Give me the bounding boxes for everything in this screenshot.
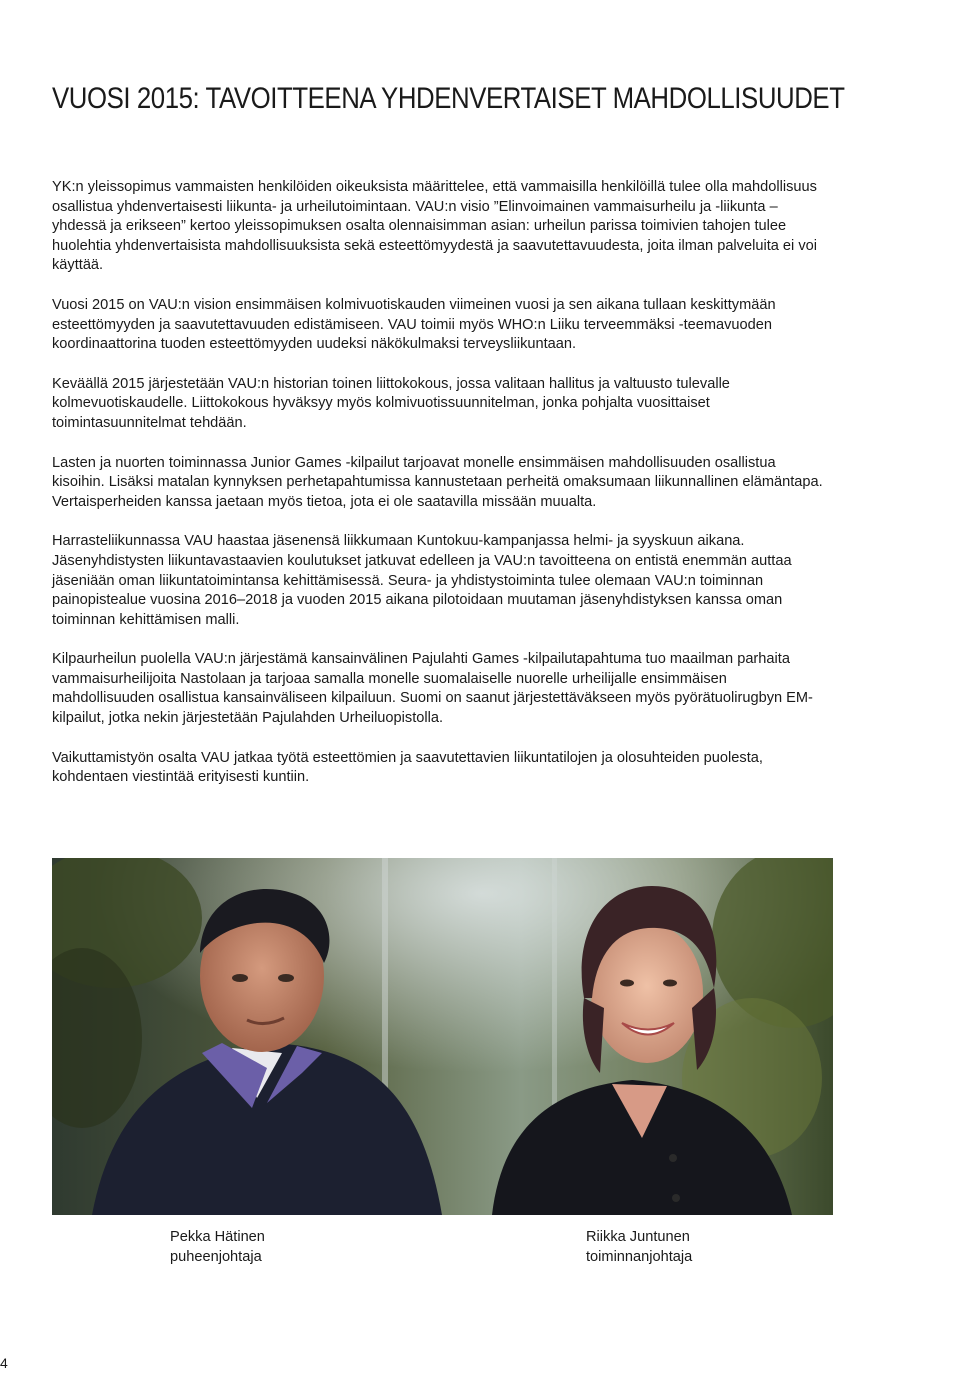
paragraph-3: Keväällä 2015 järjestetään VAU:n historian toinen liittokokous, jossa valitaan hallitus ja valtuusto tulevalle kolmevuotiskaudelle. Liittokokous hyväksyy myös kolmivuotissuunnitelman, jonka pohjalta vuosittaiset toimintasuunnitelmat tehdään.	[52, 375, 730, 431]
body-text	[52, 178, 832, 808]
caption-left	[170, 1227, 265, 1267]
caption-left-name: Pekka Hätinen	[170, 1229, 265, 1245]
portrait-photo	[52, 858, 833, 1215]
paragraph-4: Lasten ja nuorten toiminnassa Junior Games -kilpailut tarjoavat monelle ensimmäisen mahdollisuuden osallistua kisoihin. Lisäksi matalan kynnyksen perhetapahtumissa kannustetaan perheitä omaksumaan liikunnallinen elämäntapa. Vertaisperheiden kanssa jaetaan myös tietoa, jota ei ole saatavilla missään muualta.	[52, 454, 823, 510]
caption-right	[586, 1227, 692, 1267]
paragraph-7: Vaikuttamistyön osalta VAU jatkaa työtä esteettömien ja saavutettavien liikuntatilojen ja olosuhteiden puolesta, kohdentaen viestintää erityisesti kuntiin.	[52, 749, 763, 786]
caption-right-name: Riikka Juntunen	[586, 1229, 690, 1245]
page-number: 4	[0, 1355, 8, 1371]
paragraph-5: Harrasteliikunnassa VAU haastaa jäsenensä liikkumaan Kuntokuu-kampanjassa helmi- ja syyskuun aikana. Jäsenyhdistysten liikuntavastaavien koulutukset jatkuvat edelleen ja VAU:n tavoitteena on entistä enemmän auttaa jäseniään oman liikuntatoimintansa kehittämisessä. Seura- ja yhdistystoiminta tulee olemaan VAU:n toiminnan painopistealue vuosina 2016–2018 ja vuoden 2015 aikana pilotoidaan muutaman jäsenyhdistyksen kanssa oman toiminnan kehittämisen malli.	[52, 533, 792, 628]
caption-right-role: toiminnanjohtaja	[586, 1249, 693, 1265]
paragraph-2: Vuosi 2015 on VAU:n vision ensimmäisen kolmivuotiskauden viimeinen vuosi ja sen aikana tullaan keskittymään esteettömyyden ja saavutettavuuden edistämiseen. VAU toimii myös WHO:n Liiku terveemmäksi -teemavuoden koordinaattorina tuoden esteettömyyden uudeksi näkökulmaksi terveysliikuntaan.	[52, 296, 776, 353]
page-title: VUOSI 2015: TAVOITTEENA YHDENVERTAISET MAHDOLLISUUDET	[52, 82, 845, 115]
paragraph-6: Kilpaurheilun puolella VAU:n järjestämä kansainvälinen Pajulahti Games -kilpailutapahtuma tuo maailman parhaita vammaisurheilijoita Nastolaan ja tarjoaa samalla monelle suomalaiselle nuorelle urheilijalle ensimmäisen mahdollisuuden osallistua kansainväliseen kilpailuun. Suomi on saanut järjestettäväkseen myös pyörätuolirugbyn EM-kilpailut, jotka nekin järjestetään Pajulahden Urheiluopistolla.	[52, 651, 813, 727]
caption-left-role: puheenjohtaja	[170, 1249, 262, 1265]
paragraph-1: YK:n yleissopimus vammaisten henkilöiden oikeuksista määrittelee, että vammaisilla henkilöillä tulee olla mahdollisuus osallistua yhdenvertaisesti liikunta- ja urheilutoimintaan. VAU:n visio ”Elinvoimainen vammaisurheilu ja -liikunta – yhdessä ja erikseen” kertoo yleissopimuksen osalta olennaisimman asian: urheilun parissa toimivien tahojen tulee huolehtia yhdenvertaisista mahdollisuuksista sekä esteettömyydestä ja saavutettavuudesta, joita ilman palveluita ei voi käyttää.	[52, 179, 817, 274]
